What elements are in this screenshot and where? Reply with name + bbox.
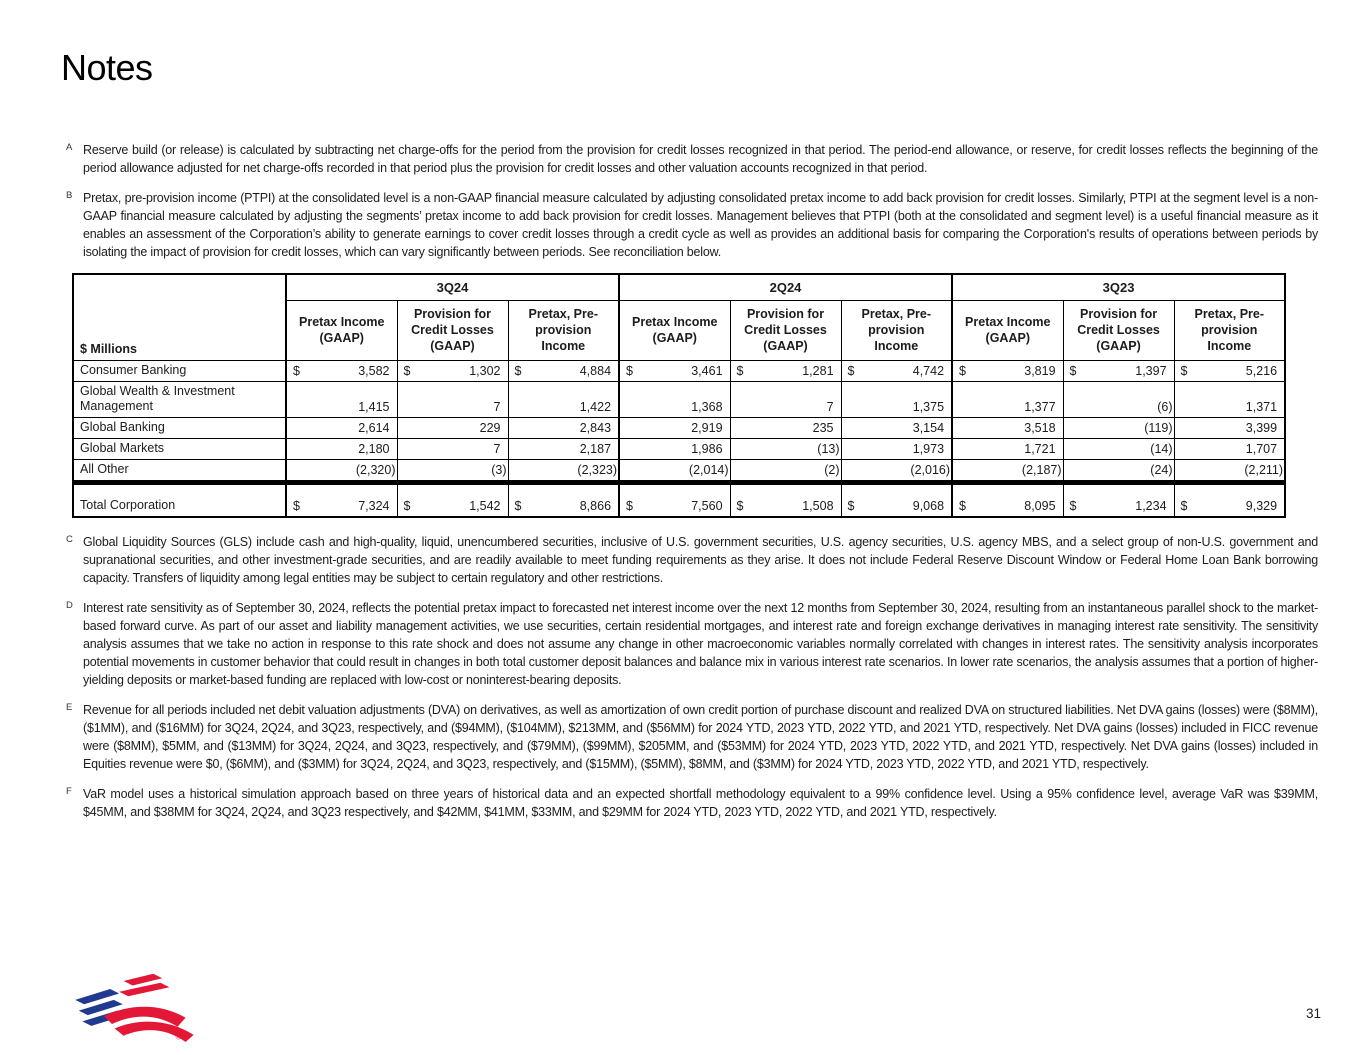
table-row bbox=[73, 382, 1285, 418]
column-header: Pretax Income (GAAP) bbox=[619, 301, 730, 361]
quarter-header-2q24: 2Q24 bbox=[619, 274, 952, 301]
table-cell bbox=[841, 460, 952, 483]
note-letter: D bbox=[66, 600, 73, 612]
table-cell bbox=[1174, 483, 1285, 518]
table-row bbox=[73, 361, 1285, 382]
row-label: Global Markets bbox=[73, 439, 286, 460]
column-header: Pretax, Pre-provision Income bbox=[841, 301, 952, 361]
flagscape-icon bbox=[62, 972, 214, 1042]
cell-value: 7 bbox=[826, 400, 834, 415]
table-cell bbox=[952, 418, 1063, 439]
quarter-header-row bbox=[73, 274, 1285, 301]
quarter-header-3q24: 3Q24 bbox=[286, 274, 619, 301]
dollar-sign: $ bbox=[293, 364, 300, 379]
column-header: Provision for Credit Losses (GAAP) bbox=[397, 301, 508, 361]
table-cell bbox=[397, 361, 508, 382]
bank-of-america-logo bbox=[62, 972, 214, 1047]
cell-value: 7,560 bbox=[691, 499, 723, 514]
cell-value: 1,721 bbox=[1024, 442, 1056, 457]
table-cell bbox=[508, 418, 619, 439]
table-cell bbox=[508, 483, 619, 518]
table-cell bbox=[397, 460, 508, 483]
ptpi-reconciliation-table-wrap bbox=[72, 273, 1318, 518]
cell-value: 1,302 bbox=[469, 364, 501, 379]
cell-value: 8,866 bbox=[579, 499, 612, 514]
table-cell bbox=[508, 382, 619, 418]
note-letter: A bbox=[66, 142, 73, 154]
table-total-row bbox=[73, 483, 1285, 518]
cell-value: 1,986 bbox=[691, 442, 723, 457]
page-title: Notes bbox=[61, 47, 153, 88]
dollar-sign: $ bbox=[1180, 364, 1188, 379]
unit-label: $ Millions bbox=[73, 274, 286, 361]
dollar-sign: $ bbox=[626, 499, 633, 514]
cell-value: 1,377 bbox=[1024, 400, 1056, 415]
cell-value: (13) bbox=[817, 442, 840, 457]
cell-value: 9,329 bbox=[1245, 499, 1278, 514]
cell-value: (24) bbox=[1150, 463, 1173, 478]
cell-value: (2,323) bbox=[577, 463, 618, 478]
cell-value: (2,014) bbox=[688, 463, 729, 478]
dollar-sign: $ bbox=[1069, 364, 1077, 379]
cell-value: 2,843 bbox=[579, 421, 612, 436]
table-row bbox=[73, 460, 1285, 483]
table-cell bbox=[619, 361, 730, 382]
table-cell bbox=[1063, 483, 1174, 518]
cell-value: 3,154 bbox=[912, 421, 945, 436]
row-label: Global Banking bbox=[73, 418, 286, 439]
cell-value: 7 bbox=[493, 442, 501, 457]
cell-value: 1,973 bbox=[912, 442, 945, 457]
dollar-sign: $ bbox=[959, 364, 966, 379]
cell-value: 1,375 bbox=[912, 400, 945, 415]
note-text: Interest rate sensitivity as of September 30, 2024, reflects the potential pretax impact to forecasted net interest income over the next 12 months from September 30, 2024, resulting from an instantaneous parallel shock to the market-based forward curve. As part of our asset and liability management activities, we use securities, certain residential mortgages, and interest rate and foreign exchange derivatives in managing interest rate sensitivity. The sensitivity analysis assumes that we take no action in response to this rate shock and does not assume any change in other macroeconomic variables normally correlated with changes in interest rates. The sensitivity analysis incorporates potential movements in customer behavior that could result in changes in both total customer deposit balances and balance mix in various interest rate scenarios. In lower rate scenarios, the analysis assumes that a portion of higher-yielding deposits or market-based funding are replaced with low-cost or noninterest-bearing deposits. bbox=[83, 601, 1318, 688]
cell-value: (2,016) bbox=[910, 463, 951, 478]
cell-value: 7 bbox=[493, 400, 501, 415]
note-letter: B bbox=[66, 190, 73, 202]
table-row bbox=[73, 418, 1285, 439]
table-cell bbox=[1063, 460, 1174, 483]
column-header: Provision for Credit Losses (GAAP) bbox=[1063, 301, 1174, 361]
table-cell bbox=[286, 439, 397, 460]
table-cell bbox=[397, 483, 508, 518]
note-c bbox=[61, 533, 1318, 587]
dollar-sign: $ bbox=[293, 499, 300, 514]
dollar-sign: $ bbox=[626, 364, 633, 379]
table-cell bbox=[730, 439, 841, 460]
cell-value: 2,919 bbox=[691, 421, 723, 436]
table-cell bbox=[841, 382, 952, 418]
table-cell bbox=[508, 361, 619, 382]
table-body bbox=[73, 361, 1285, 518]
cell-value: 1,707 bbox=[1245, 442, 1278, 457]
cell-value: 1,281 bbox=[802, 364, 834, 379]
table-cell bbox=[730, 418, 841, 439]
table-cell bbox=[841, 418, 952, 439]
table-cell bbox=[1063, 418, 1174, 439]
row-label: Consumer Banking bbox=[73, 361, 286, 382]
dollar-sign: $ bbox=[1069, 499, 1077, 514]
cell-value: (2,187) bbox=[1021, 463, 1062, 478]
cell-value: 3,819 bbox=[1024, 364, 1056, 379]
dollar-sign: $ bbox=[403, 499, 411, 514]
table-cell bbox=[1063, 382, 1174, 418]
cell-value: 9,068 bbox=[912, 499, 945, 514]
table-cell bbox=[619, 439, 730, 460]
cell-value: 1,415 bbox=[358, 400, 390, 415]
cell-value: 3,518 bbox=[1024, 421, 1056, 436]
table-cell bbox=[1174, 361, 1285, 382]
cell-value: 2,180 bbox=[358, 442, 390, 457]
row-label: All Other bbox=[73, 460, 286, 483]
cell-value: 1,368 bbox=[691, 400, 723, 415]
table-cell bbox=[952, 382, 1063, 418]
cell-value: 229 bbox=[479, 421, 501, 436]
cell-value: 2,614 bbox=[358, 421, 390, 436]
table-cell bbox=[841, 439, 952, 460]
cell-value: 1,397 bbox=[1135, 364, 1167, 379]
table-cell bbox=[952, 460, 1063, 483]
cell-value: 1,422 bbox=[579, 400, 612, 415]
dollar-sign: $ bbox=[403, 364, 411, 379]
table-cell bbox=[286, 418, 397, 439]
ptpi-reconciliation-table bbox=[72, 273, 1286, 518]
note-a bbox=[61, 141, 1318, 177]
table-cell bbox=[730, 382, 841, 418]
table-cell bbox=[397, 418, 508, 439]
note-d bbox=[61, 599, 1318, 689]
cell-value: 1,542 bbox=[469, 499, 501, 514]
cell-value: (2,320) bbox=[355, 463, 396, 478]
table-cell bbox=[286, 382, 397, 418]
cell-value: (119) bbox=[1144, 421, 1173, 436]
table-cell bbox=[619, 483, 730, 518]
table-cell bbox=[619, 460, 730, 483]
cell-value: 4,884 bbox=[579, 364, 612, 379]
dollar-sign: $ bbox=[1180, 499, 1188, 514]
note-letter: E bbox=[66, 702, 73, 714]
table-cell bbox=[1174, 439, 1285, 460]
cell-value: 1,234 bbox=[1135, 499, 1167, 514]
table-cell bbox=[286, 460, 397, 483]
cell-value: (14) bbox=[1150, 442, 1173, 457]
table-row bbox=[73, 439, 1285, 460]
dollar-sign: $ bbox=[736, 364, 744, 379]
table-cell bbox=[952, 361, 1063, 382]
column-header: Pretax, Pre-provision Income bbox=[1174, 301, 1285, 361]
cell-value: (3) bbox=[491, 463, 507, 478]
table-cell bbox=[841, 483, 952, 518]
note-text: Pretax, pre-provision income (PTPI) at the consolidated level is a non-GAAP financial measure calculated by adjusting consolidated pretax income to add back provision for credit losses. Similarly, PTPI at the segment level is a non-GAAP financial measure calculated by adjusting the segments’ pretax income to add back provision for credit losses. Management believes that PTPI (both at the consolidated and segment level) is a useful financial measure as it enables an assessment of the Corporation’s ability to generate earnings to cover credit losses through a credit cycle as well as provides an additional basis for comparing the Corporation's results of operations between periods by isolating the impact of provision for credit losses, which can vary significantly between periods. See reconciliation below. bbox=[83, 191, 1318, 260]
dollar-sign: $ bbox=[736, 499, 744, 514]
column-header: Pretax Income (GAAP) bbox=[952, 301, 1063, 361]
note-b bbox=[61, 189, 1318, 261]
table-cell bbox=[730, 361, 841, 382]
row-label: Total Corporation bbox=[73, 483, 286, 518]
note-text: Global Liquidity Sources (GLS) include cash and high-quality, liquid, unencumbered securities, inclusive of U.S. government securities, U.S. agency securities, U.S. agency MBS, and a select group of non-U.S. government and supranational securities, and other investment-grade securities, and are readily available to meet funding requirements as they arise. It does not include Federal Reserve Discount Window or Federal Home Loan Bank borrowing capacity. Transfers of liquidity among legal entities may be subject to certain regulatory and other restrictions. bbox=[83, 535, 1318, 586]
note-text: Revenue for all periods included net debit valuation adjustments (DVA) on derivatives, as well as amortization of own credit portion of purchase discount and realized DVA on structured liabilities. Net DVA gains (losses) were ($8MM), ($1MM), and ($16MM) for 3Q24, 2Q24, and 3Q23, respectively, and ($94MM), ($104MM), $213MM, and ($56MM) for 2024 YTD, 2023 YTD, 2022 YTD, and 2021 YTD, respectively. Net DVA gains (losses) included in FICC revenue were ($8MM), $5MM, and ($13MM) for 3Q24, 2Q24, and 3Q23, respectively, and ($79MM), ($99MM), $205MM, and ($53MM) for 2024 YTD, 2023 YTD, 2022 YTD, and 2021 YTD, respectively. Net DVA gains (losses) included in Equities revenue were $0, ($6MM), and ($3MM) for 3Q24, 2Q24, and 3Q23, respectively, and ($15MM), ($5MM), $8MM, and ($3MM) for 2024 YTD, 2023 YTD, 2022 YTD, and 2021 YTD, respectively. bbox=[83, 703, 1318, 772]
table-cell bbox=[619, 382, 730, 418]
cell-value: 3,461 bbox=[691, 364, 723, 379]
table-cell bbox=[397, 382, 508, 418]
table-cell bbox=[397, 439, 508, 460]
cell-value: (6) bbox=[1157, 400, 1173, 415]
dollar-sign: $ bbox=[514, 499, 522, 514]
table-cell bbox=[1174, 382, 1285, 418]
table-cell bbox=[952, 483, 1063, 518]
cell-value: 7,324 bbox=[358, 499, 390, 514]
cell-value: 3,582 bbox=[358, 364, 390, 379]
svg-text:®: ® bbox=[175, 1033, 181, 1042]
cell-value: 1,508 bbox=[802, 499, 834, 514]
dollar-sign: $ bbox=[959, 499, 966, 514]
dollar-sign: $ bbox=[847, 499, 855, 514]
table-cell bbox=[1063, 361, 1174, 382]
table-cell bbox=[508, 460, 619, 483]
cell-value: 3,399 bbox=[1245, 421, 1278, 436]
note-letter: C bbox=[66, 534, 73, 546]
cell-value: 2,187 bbox=[579, 442, 612, 457]
table-cell bbox=[508, 439, 619, 460]
table-cell bbox=[619, 418, 730, 439]
cell-value: 4,742 bbox=[912, 364, 945, 379]
table-cell bbox=[286, 483, 397, 518]
cell-value: (2) bbox=[824, 463, 840, 478]
table-cell bbox=[1174, 460, 1285, 483]
table-cell bbox=[730, 460, 841, 483]
table-cell bbox=[286, 361, 397, 382]
row-label: Global Wealth & Investment Management bbox=[73, 382, 286, 418]
note-e bbox=[61, 701, 1318, 773]
table-cell bbox=[1063, 439, 1174, 460]
quarter-header-3q23: 3Q23 bbox=[952, 274, 1285, 301]
note-letter: F bbox=[66, 786, 72, 798]
dollar-sign: $ bbox=[847, 364, 855, 379]
cell-value: 8,095 bbox=[1024, 499, 1056, 514]
cell-value: 235 bbox=[812, 421, 834, 436]
note-f bbox=[61, 785, 1318, 821]
cell-value: 1,371 bbox=[1245, 400, 1278, 415]
note-text: VaR model uses a historical simulation approach based on three years of historical data and an expected shortfall methodology equivalent to a 99% confidence level. Using a 95% confidence level, average VaR was $39MM, $45MM, and $38MM for 3Q24, 2Q24, and 3Q23 respectively, and $42MM, $41MM, $33MM, and $29MM for 2024 YTD, 2023 YTD, 2022 YTD, and 2021 YTD, respectively. bbox=[83, 787, 1318, 820]
table-cell bbox=[1174, 418, 1285, 439]
page-number: 31 bbox=[1305, 1006, 1321, 1021]
cell-value: (2,211) bbox=[1244, 463, 1284, 478]
cell-value: 5,216 bbox=[1245, 364, 1278, 379]
column-header: Pretax, Pre-provision Income bbox=[508, 301, 619, 361]
dollar-sign: $ bbox=[514, 364, 522, 379]
table-cell bbox=[730, 483, 841, 518]
table-cell bbox=[841, 361, 952, 382]
column-header: Provision for Credit Losses (GAAP) bbox=[730, 301, 841, 361]
note-text: Reserve build (or release) is calculated by subtracting net charge-offs for the period from the provision for credit losses recognized in that period. The period-end allowance, or reserve, for credit losses reflects the beginning of the period allowance adjusted for net charge-offs recorded in that period plus the provision for credit losses and other valuation accounts recognized in that period. bbox=[83, 143, 1318, 176]
column-header: Pretax Income (GAAP) bbox=[286, 301, 397, 361]
table-cell bbox=[952, 439, 1063, 460]
